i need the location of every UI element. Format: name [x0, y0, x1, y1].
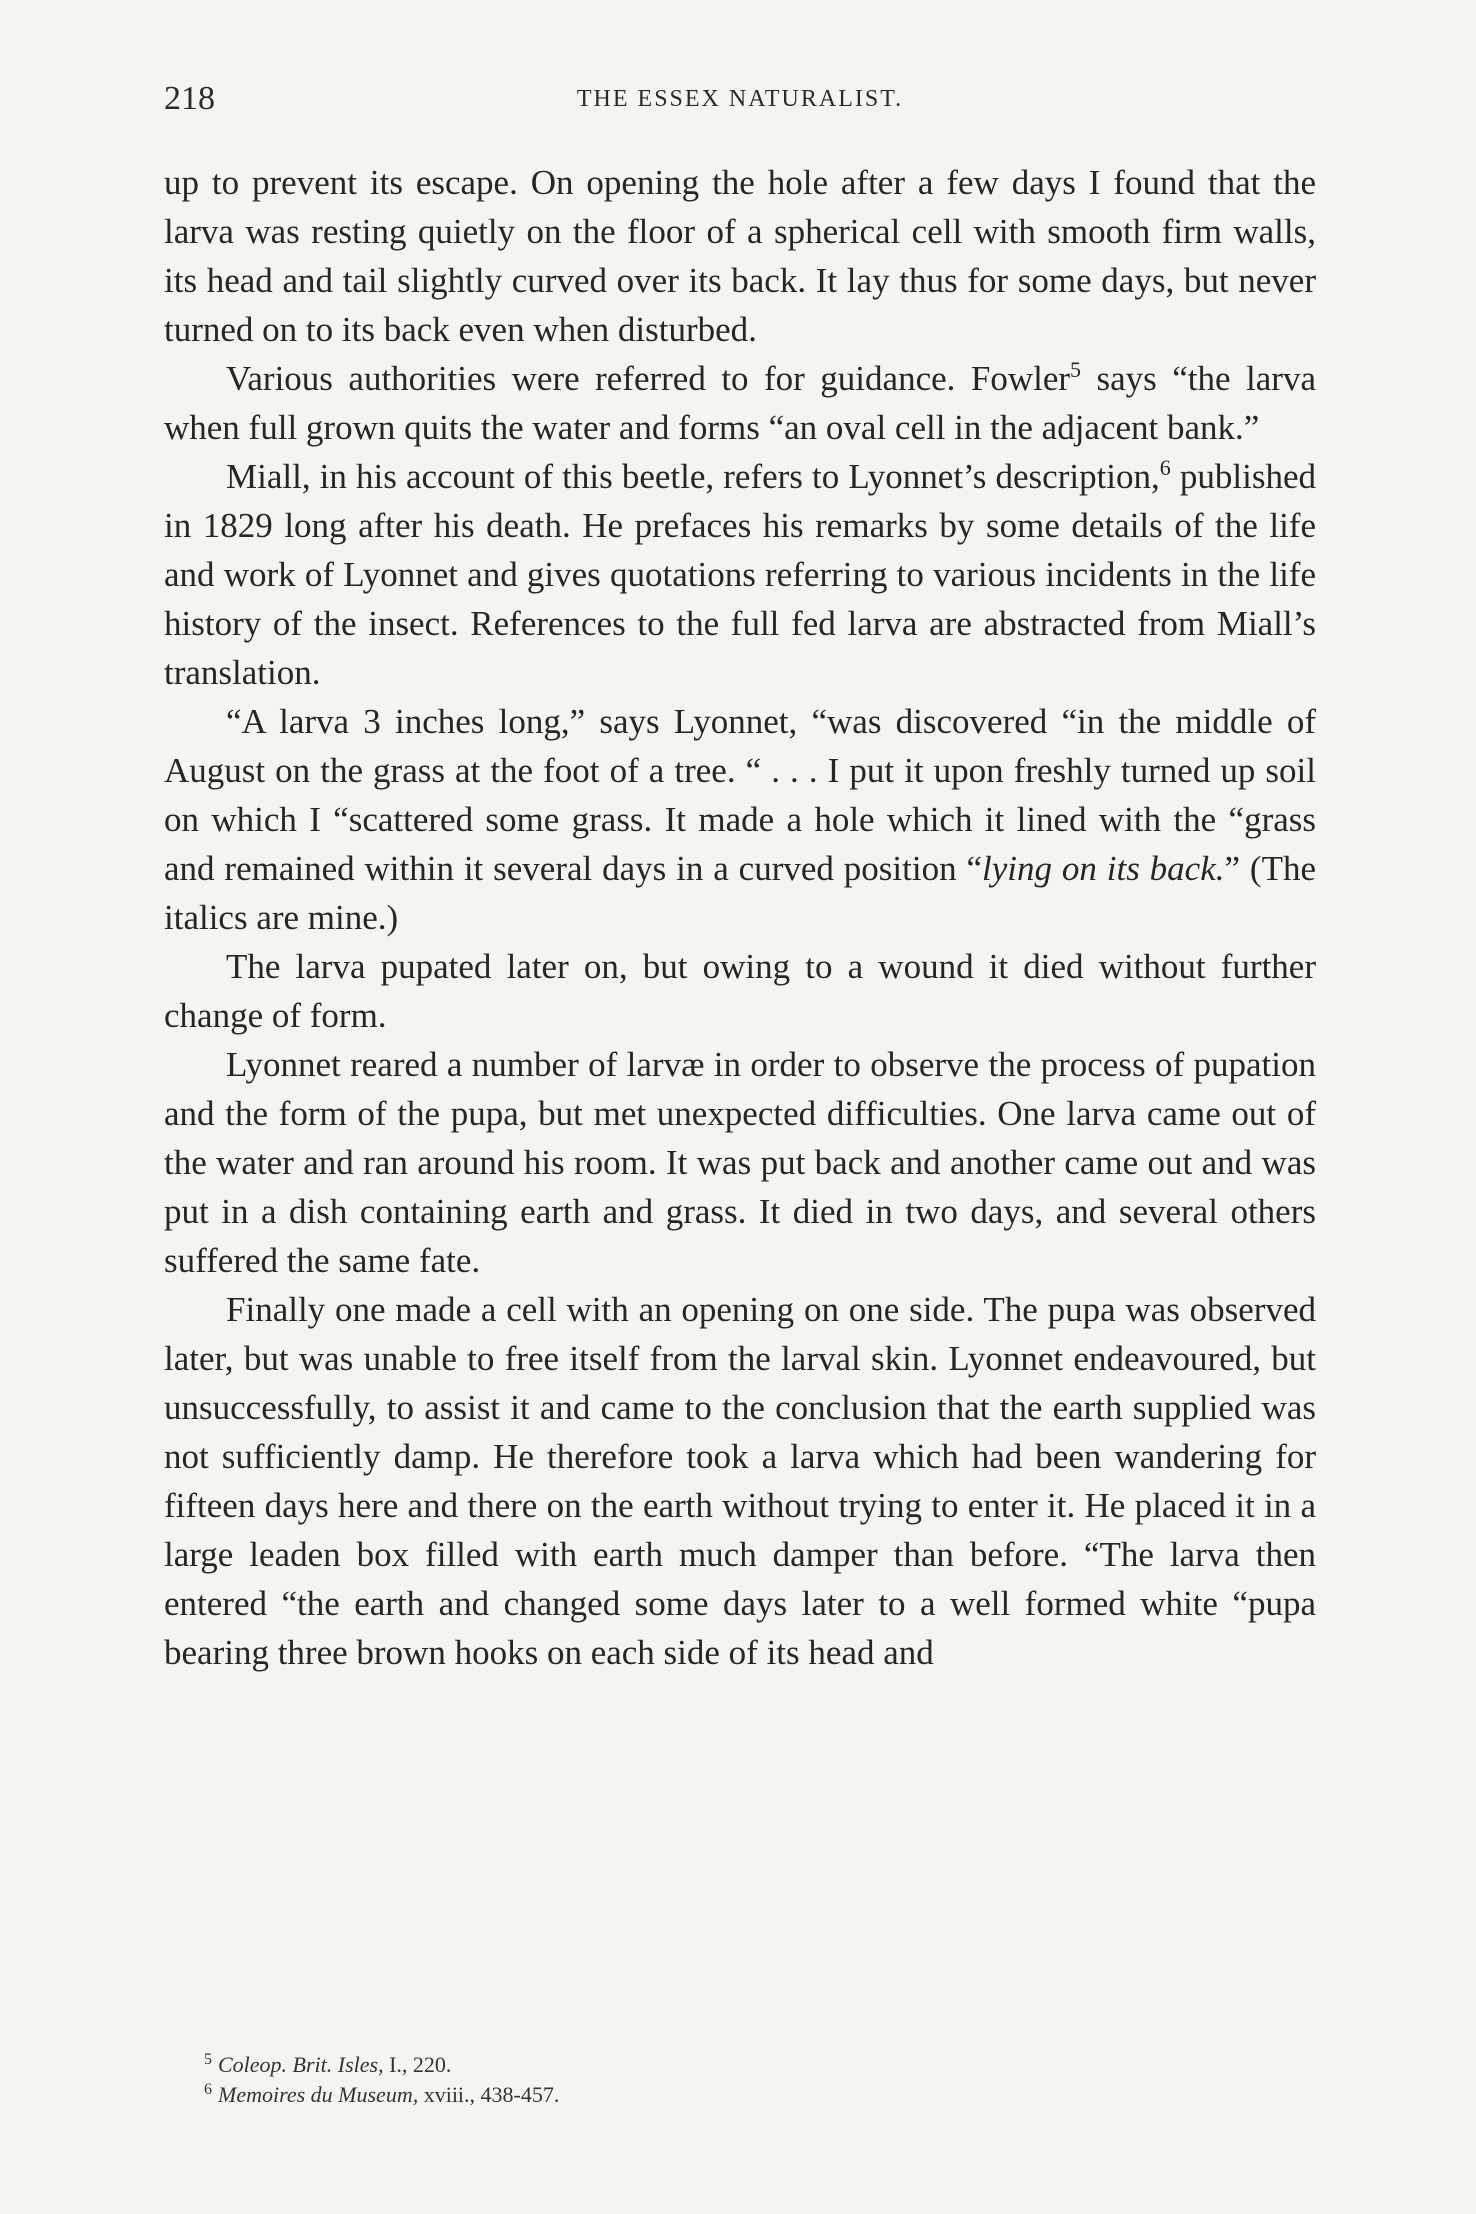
- paragraph-2-text-a: Various authorities were referred to for guidance. Fowler: [226, 359, 1071, 398]
- page: [164, 80, 1316, 2140]
- footnote-6-location: xviii., 438-457.: [418, 2082, 560, 2107]
- running-head: [164, 80, 1316, 124]
- paragraph-4-text-a: “A larva 3 inches long,” says Lyonnet, “was discovered “in the middle of August on the grass at the foot of a tree. “ . . . I put it upon freshly turned up soil on which I “scattered some grass. It made a hole which it lined with the “grass and remained within it several days in a curved position “: [164, 702, 1316, 888]
- footnote-ref-5: 5: [1070, 357, 1082, 382]
- paragraph-5-text: The larva pupated later on, but owing to a wound it died without further change of form.: [164, 947, 1316, 1035]
- paragraph-1: [164, 158, 1316, 354]
- page-number: 218: [164, 80, 215, 117]
- footnote-6-source: Memoires du Museum,: [218, 2082, 419, 2107]
- paragraph-3-text-b: published in 1829 long after his death. He prefaces his remarks by some details of the life and work of Lyonnet and gives quotations referring to various incidents in the life history of the insect. References to the full fed larva are abstracted from Miall’s translation.: [164, 457, 1316, 692]
- paragraph-4-italic: lying on its back.: [982, 849, 1225, 888]
- paragraph-7-text: Finally one made a cell with an opening on one side. The pupa was observed later, but was unable to free itself from the larval skin. Lyonnet endeavoured, but unsuccessfully, to assist it and came to the conclusion that the earth supplied was not sufficiently damp. He therefore took a larva which had been wandering for fifteen days here and there on the earth without trying to enter it. He placed it in a large leaden box filled with earth much damper than before. “The larva then entered “the earth and changed some days later to a well formed white “pupa bearing three brown hooks on each side of its head and: [164, 1290, 1316, 1672]
- footnote-6-mark: 6: [204, 2081, 212, 2098]
- footnotes: [204, 2050, 559, 2110]
- body-text: [164, 158, 1316, 1677]
- paragraph-7: [164, 1285, 1316, 1677]
- journal-title: THE ESSEX NATURALIST.: [576, 86, 904, 112]
- paragraph-4-text-b: ” (The italics are mine.): [164, 849, 1316, 937]
- footnote-6: [204, 2080, 559, 2110]
- footnote-5: [204, 2050, 559, 2080]
- footnote-ref-6: 6: [1159, 455, 1171, 480]
- footnote-5-mark: 5: [204, 2051, 212, 2068]
- paragraph-2-text-b: says “the larva when full grown quits the water and forms “an oval cell in the adjacent bank.”: [164, 359, 1316, 447]
- paragraph-6-text: Lyonnet reared a number of larvæ in order to observe the process of pupation and the form of the pupa, but met unexpected difficulties. One larva came out of the water and ran around his room. It was put back and another came out and was put in a dish containing earth and grass. It died in two days, and several others suffered the same fate.: [164, 1045, 1316, 1280]
- paragraph-4: [164, 697, 1316, 942]
- footnote-5-location: I., 220.: [383, 2052, 452, 2077]
- paragraph-3-text-a: Miall, in his account of this beetle, refers to Lyonnet’s description,: [226, 457, 1160, 496]
- paragraph-5: [164, 942, 1316, 1040]
- paragraph-3: [164, 452, 1316, 697]
- paragraph-2: [164, 354, 1316, 452]
- footnote-5-source: Coleop. Brit. Isles,: [218, 2052, 384, 2077]
- paragraph-1-text: up to prevent its escape. On opening the hole after a few days I found that the larva was resting quietly on the floor of a spherical cell with smooth firm walls, its head and tail slightly curved over its back. It lay thus for some days, but never turned on to its back even when disturbed.: [164, 163, 1316, 349]
- paragraph-6: [164, 1040, 1316, 1285]
